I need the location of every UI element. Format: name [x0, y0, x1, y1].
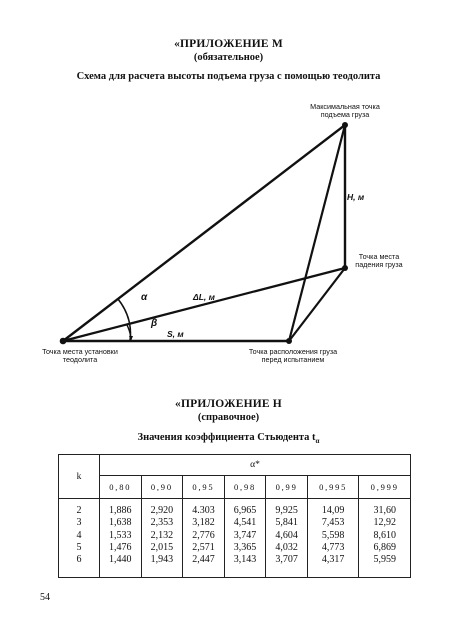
alpha-header: α*	[100, 455, 411, 476]
cargo-point-label: Точка расположения груза перед испытанием	[248, 347, 338, 364]
alpha-col-header: 0,95	[183, 476, 225, 499]
sight-line-top	[63, 125, 345, 341]
fall-point-label: Точка места падения груза	[355, 252, 403, 269]
alpha-symbol: α	[141, 292, 148, 303]
cargo-point	[286, 338, 292, 344]
alpha-arc	[118, 299, 131, 341]
student-coefficients-table	[58, 454, 411, 578]
alpha-col-header: 0,995	[307, 476, 359, 499]
values-column: 4.303 3,182 2,776 2,571 2,447	[183, 499, 225, 578]
values-column: 31,60 12,92 8,610 6,869 5,959	[359, 499, 411, 578]
values-column: 9,925 5,841 4,604 4,032 3,707	[266, 499, 308, 578]
top-point	[342, 122, 348, 128]
cargo-to-top-line	[289, 125, 345, 341]
theodolite-point-label: Точка места установки теодолита	[42, 347, 118, 364]
alpha-col-header: 0,999	[359, 476, 411, 499]
values-column: 1,886 1,638 1,533 1,476 1,440	[100, 499, 142, 578]
alpha-col-header: 0,90	[141, 476, 183, 499]
table-title: Значения коэффициента Стьюдента $t_\alpha$	[137, 432, 320, 446]
theodolite-point	[60, 338, 67, 345]
values-column: 6,965 4,541 3,747 3,365 3,143	[224, 499, 266, 578]
values-column: 2,920 2,353 2,132 2,015 1,943	[141, 499, 183, 578]
h-label: H, м	[347, 192, 365, 202]
beta-symbol: β	[151, 318, 158, 329]
sight-line-fall	[63, 268, 345, 341]
appendix-n-title: «ПРИЛОЖЕНИЕ Н	[175, 398, 282, 410]
top-point-label: Максимальная точка подъема груза	[310, 102, 380, 119]
appendix-m-subtitle: (обязательное)	[193, 52, 264, 63]
page-number: 54	[40, 592, 50, 603]
table-body-row	[59, 499, 411, 578]
appendix-m-title: «ПРИЛОЖЕНИЕ М	[174, 38, 283, 50]
s-label: S, м	[167, 329, 184, 339]
alpha-col-header: 0,99	[266, 476, 308, 499]
appendix-n-subtitle: (справочное)	[197, 412, 260, 423]
values-column: 14,09 7,453 5,598 4,773 4,317	[307, 499, 359, 578]
scheme-title: Схема для расчета высоты подъема груза с помощью теодолита	[76, 71, 381, 82]
k-column: 2 3 4 5 6	[59, 499, 100, 578]
k-header: k	[59, 455, 100, 499]
dl-label: ΔL, м	[193, 292, 215, 302]
alpha-col-header: 0,98	[224, 476, 266, 499]
alpha-col-header: 0,80	[100, 476, 142, 499]
